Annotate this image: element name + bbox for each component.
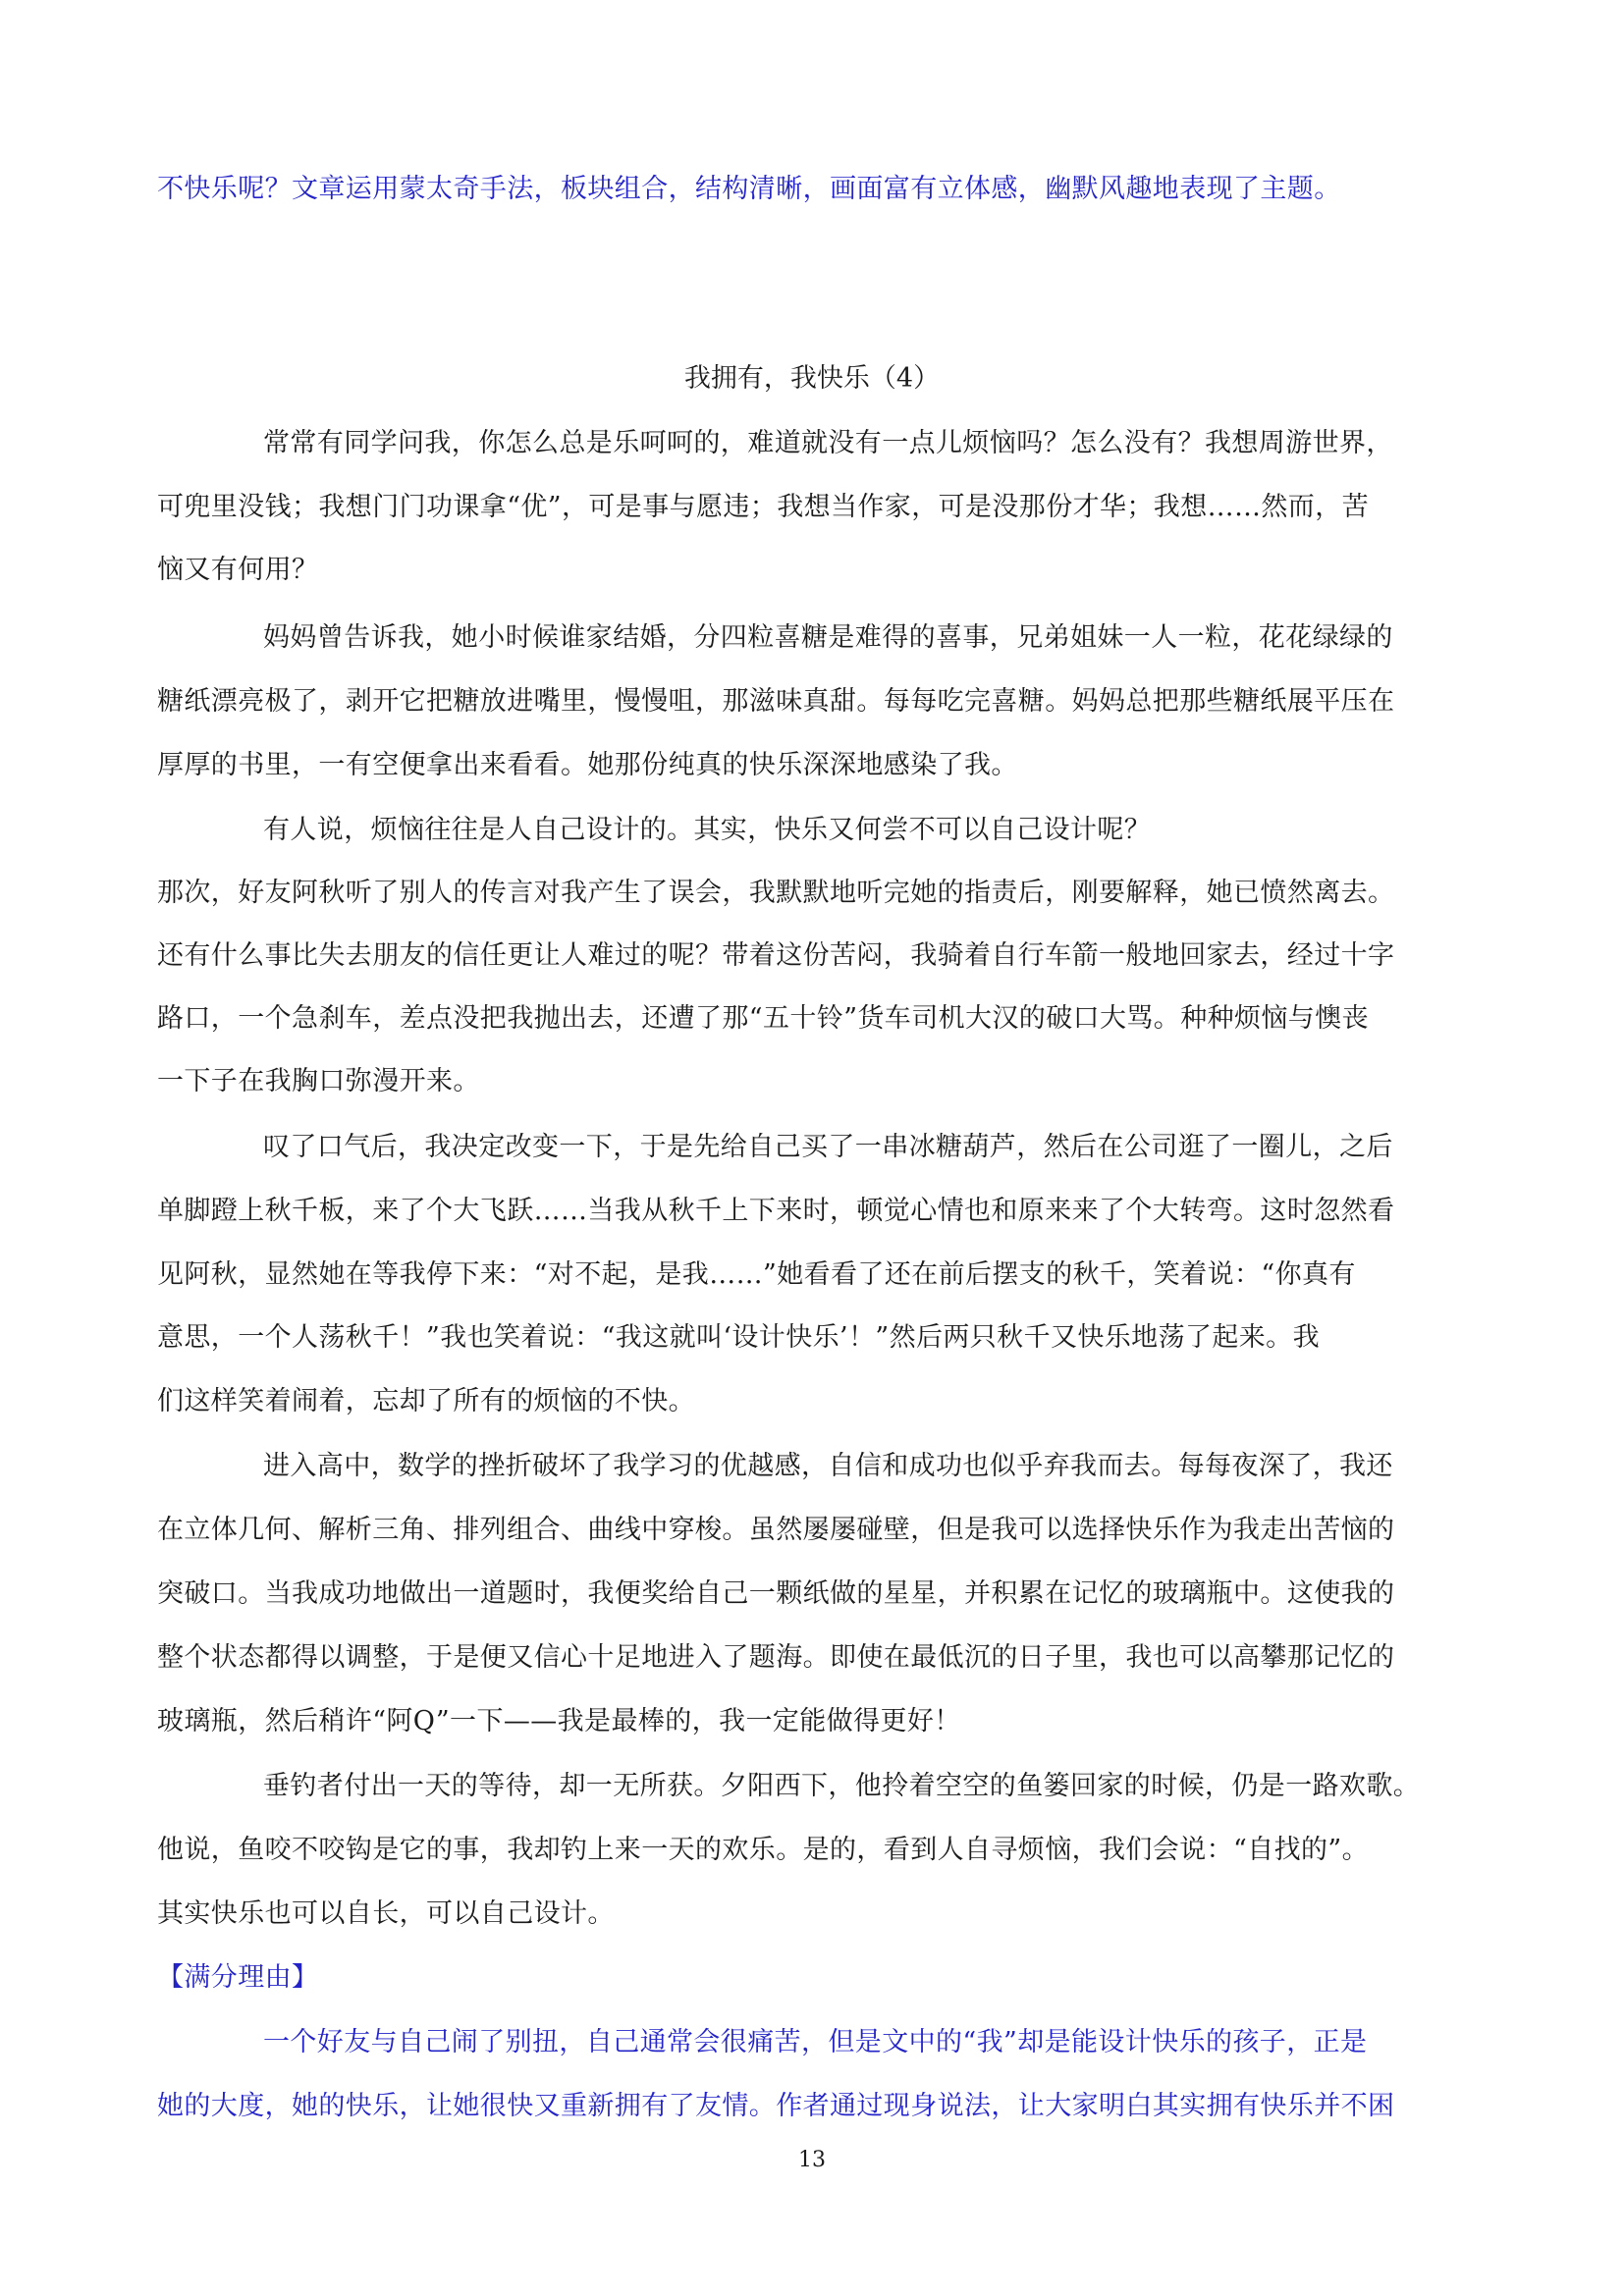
- essay-line: 路口，一个急刹车，差点没把我抛出去，还遭了那“五十铃”货车司机大汉的破口大骂。种种烦恼与懊丧: [157, 1003, 1370, 1034]
- comment-heading: 【满分理由】: [157, 1962, 319, 1993]
- essay-line: 叹了口气后，我决定改变一下，于是先给自己买了一串冰糖葫芦，然后在公司逛了一圈儿，之后: [263, 1132, 1393, 1162]
- essay-line: 垂钓者付出一天的等待，却一无所获。夕阳西下，他拎着空空的鱼篓回家的时候，仍是一路欢歌。: [263, 1771, 1421, 1801]
- essay-line: 玻璃瓶，然后稍许“阿Q”一下——我是最棒的，我一定能做得更好！: [157, 1706, 961, 1736]
- essay-line: 突破口。当我成功地做出一道题时，我便奖给自己一颗纸做的星星，并积累在记忆的玻璃瓶中。这使我的: [157, 1578, 1395, 1609]
- essay-line: 们这样笑着闹着，忘却了所有的烦恼的不快。: [157, 1386, 695, 1416]
- comment-line: 一个好友与自己闹了别扭，自己通常会很痛苦，但是文中的“我”却是能设计快乐的孩子，正是: [263, 2027, 1368, 2057]
- page-number: 13: [798, 2148, 826, 2172]
- essay-line: 有人说，烦恼往往是人自己设计的。其实，快乐又何尝不可以自己设计呢？: [263, 815, 1152, 845]
- essay-line: 妈妈曾告诉我，她小时候谁家结婚，分四粒喜糖是难得的喜事，兄弟姐妹一人一粒，花花绿绿的: [263, 622, 1393, 653]
- essay-line: 糖纸漂亮极了，剥开它把糖放进嘴里，慢慢咀，那滋味真甜。每每吃完喜糖。妈妈总把那些糖纸展平压在: [157, 686, 1395, 717]
- essay-title: 我拥有，我快乐（4）: [683, 363, 941, 394]
- essay-line: 其实快乐也可以自长，可以自己设计。: [157, 1898, 615, 1929]
- essay-line: 那次，好友阿秋听了别人的传言对我产生了误会，我默默地听完她的指责后，刚要解释，她已愤然离去。: [157, 878, 1395, 908]
- comment-line: 她的大度，她的快乐，让她很快又重新拥有了友情。作者通过现身说法，让大家明白其实拥有快乐并不困: [157, 2091, 1395, 2121]
- essay-line: 进入高中，数学的挫折破坏了我学习的优越感，自信和成功也似乎弃我而去。每每夜深了，我还: [263, 1451, 1393, 1481]
- essay-line: 在立体几何、解析三角、排列组合、曲线中穿梭。虽然屡屡碰壁，但是我可以选择快乐作为我走出苦恼的: [157, 1515, 1395, 1545]
- essay-line: 单脚蹬上秋千板，来了个大飞跃……当我从秋千上下来时，顿觉心情也和原来来了个大转弯。这时忽然看: [157, 1196, 1395, 1226]
- essay-line: 还有什么事比失去朋友的信任更让人难过的呢？带着这份苦闷，我骑着自行车箭一般地回家去，经过十字: [157, 940, 1395, 971]
- essay-line: 可兜里没钱；我想门门功课拿“优”，可是事与愿违；我想当作家，可是没那份才华；我想……然而，苦: [157, 492, 1370, 522]
- essay-line: 整个状态都得以调整，于是便又信心十足地进入了题海。即使在最低沉的日子里，我也可以高攀那记忆的: [157, 1642, 1395, 1673]
- previous-comment-tail: 不快乐呢？文章运用蒙太奇手法，板块组合，结构清晰，画面富有立体感，幽默风趣地表现了主题。: [157, 174, 1341, 204]
- essay-line: 厚厚的书里，一有空便拿出来看看。她那份纯真的快乐深深地感染了我。: [157, 750, 1018, 780]
- essay-line: 他说，鱼咬不咬钩是它的事，我却钓上来一天的欢乐。是的，看到人自寻烦恼，我们会说：“自找的”。: [157, 1835, 1370, 1865]
- essay-line: 恼又有何用？: [157, 555, 319, 585]
- essay-line: 常常有同学问我，你怎么总是乐呵呵的，难道就没有一点儿烦恼吗？怎么没有？我想周游世界，: [263, 428, 1393, 458]
- essay-line: 一下子在我胸口弥漫开来。: [157, 1066, 480, 1096]
- essay-line: 意思，一个人荡秋千！”我也笑着说：“我这就叫‘设计快乐’！”然后两只秋千又快乐地荡了起来。我: [157, 1322, 1320, 1353]
- essay-line: 见阿秋，显然她在等我停下来：“对不起，是我……”她看看了还在前后摆支的秋千，笑着说：“你真有: [157, 1259, 1356, 1290]
